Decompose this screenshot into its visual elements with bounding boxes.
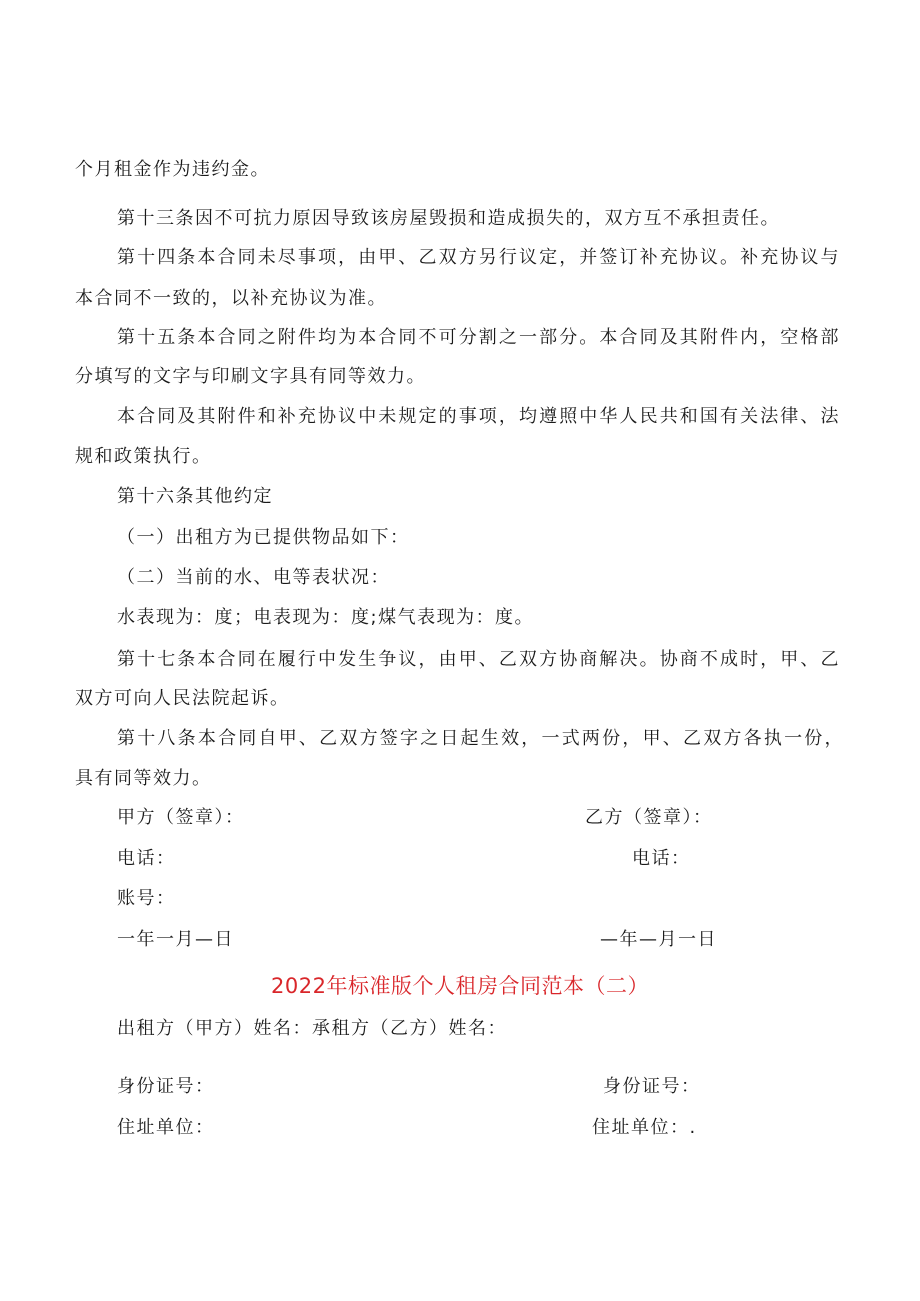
clause-16-item-2: （二）当前的水、电等表状况： bbox=[117, 567, 390, 588]
party-a-address-label: 住址单位： bbox=[117, 1117, 215, 1138]
meter-readings: 水表现为：度；电表现为：度;煤气表现为：度。 bbox=[117, 607, 535, 628]
clause-15-line-2: 分填写的文字与印刷文字具有同等效力。 bbox=[75, 366, 426, 387]
contract-title-2: 2022年标准版个人租房合同范本（二） bbox=[271, 974, 649, 998]
party-a-phone-label: 电话： bbox=[117, 848, 176, 869]
party-b-phone-label: 电话： bbox=[632, 848, 691, 869]
party-b-address-label: 住址单位：. bbox=[592, 1117, 697, 1138]
party-a-id-label: 身份证号： bbox=[117, 1076, 215, 1097]
clause-14-line-1: 第十四条本合同未尽事项，由甲、乙双方另行议定，并签订补充协议。补充协议与 bbox=[117, 247, 840, 268]
clause-16-heading: 第十六条其他约定 bbox=[117, 486, 273, 507]
clause-16-item-1: （一）出租方为已提供物品如下： bbox=[117, 527, 410, 548]
party-a-seal-label: 甲方（签章）： bbox=[117, 807, 245, 828]
party-b-date: —年—月一日 bbox=[600, 929, 717, 950]
clause-15-line-1: 第十五条本合同之附件均为本合同不可分割之一部分。本合同及其附件内，空格部 bbox=[117, 327, 840, 348]
clause-17-line-1: 第十七条本合同在履行中发生争议，由甲、乙双方协商解决。协商不成时，甲、乙 bbox=[117, 649, 840, 670]
supplement-line-2: 规和政策执行。 bbox=[75, 446, 212, 467]
lessor-lessee-names: 出租方（甲方）姓名：承租方（乙方）姓名： bbox=[117, 1018, 507, 1039]
clause-18-line-2: 具有同等效力。 bbox=[75, 768, 212, 789]
clause-18-line-1: 第十八条本合同自甲、乙双方签字之日起生效，一式两份，甲、乙双方各执一份， bbox=[117, 728, 844, 749]
party-a-account-label: 账号： bbox=[117, 888, 176, 909]
party-a-date: 一年一月—日 bbox=[117, 929, 234, 950]
party-b-seal-label: 乙方（签章）： bbox=[585, 807, 713, 828]
clause-17-line-2: 双方可向人民法院起诉。 bbox=[75, 688, 290, 709]
supplement-line-1: 本合同及其附件和补充协议中未规定的事项，均遵照中华人民共和国有关法律、法 bbox=[117, 406, 840, 427]
party-b-id-label: 身份证号： bbox=[603, 1076, 701, 1097]
paragraph-line: 个月租金作为违约金。 bbox=[75, 159, 270, 180]
clause-13: 第十三条因不可抗力原因导致该房屋毁损和造成损失的，双方互不承担责任。 bbox=[117, 208, 780, 229]
clause-14-line-2: 本合同不一致的，以补充协议为准。 bbox=[75, 288, 387, 309]
